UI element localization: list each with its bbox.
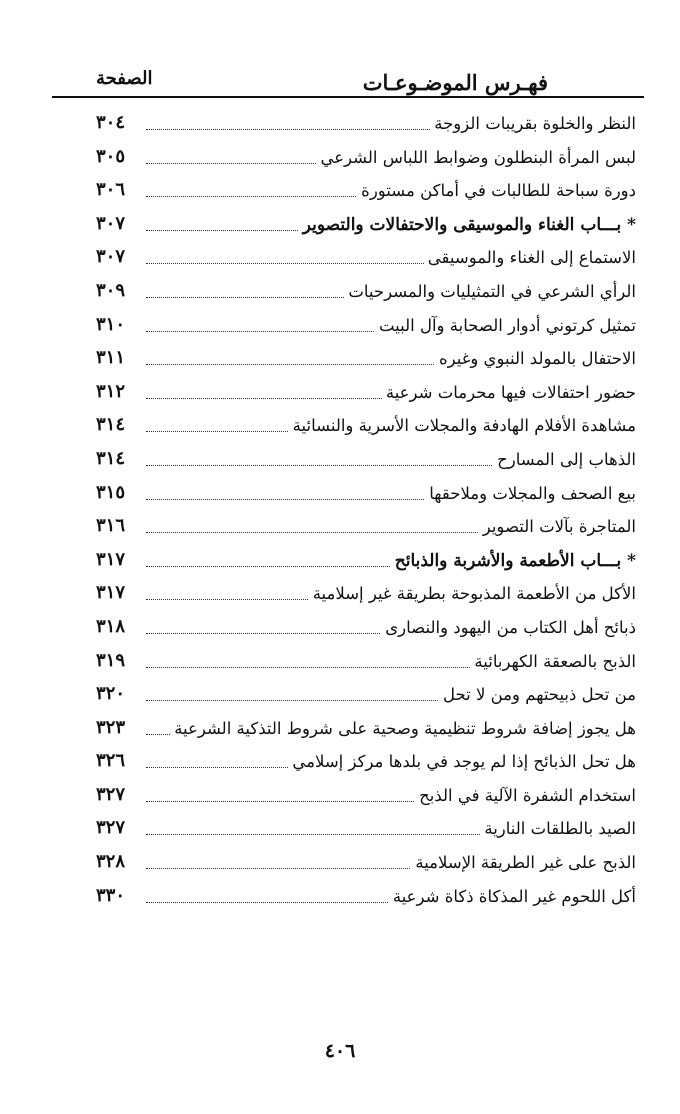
toc-entry-page: ٣١٩ [96, 649, 126, 671]
toc-entry-page: ٣١٠ [96, 313, 126, 335]
toc-entry-page: ٣٠٧ [96, 246, 126, 268]
toc-entry-page: ٣٠٧ [96, 212, 126, 234]
toc-entry [0, 511, 680, 545]
toc-entry-page: ٣٢٧ [96, 817, 126, 839]
toc-entry [0, 343, 680, 377]
toc-entry [0, 444, 680, 478]
toc-entry [0, 175, 680, 209]
toc-entry-title: الأكل من الأطعمة المذبوحة بطريقة غير إسلامية [309, 584, 636, 603]
toc-entry-title: المتاجرة بآلات التصوير [479, 517, 636, 536]
toc-entry-title: الاستماع إلى الغناء والموسيقى [424, 248, 636, 267]
toc-entry [0, 780, 680, 814]
toc-entry-page: ٣٢٧ [96, 783, 126, 805]
toc-entry-title: مشاهدة الأفلام الهادفة والمجلات الأسرية والنسائية [289, 416, 636, 435]
toc-entry-page: ٣١٤ [96, 414, 126, 436]
toc-entry-page: ٣١٥ [96, 481, 126, 503]
toc-entry [0, 746, 680, 780]
toc-entry-title: الرأي الشرعي في التمثيليات والمسرحيات [344, 282, 636, 301]
toc-list [0, 108, 680, 914]
toc-entry [0, 377, 680, 411]
toc-entry-page: ٣١٢ [96, 380, 126, 402]
toc-entry-page: ٣١٦ [96, 515, 126, 537]
toc-entry [0, 310, 680, 344]
toc-entry-title: دورة سباحة للطالبات في أماكن مستورة [357, 181, 636, 200]
toc-entry-title: تمثيل كرتوني أدوار الصحابة وآل البيت [375, 316, 636, 335]
toc-entry [0, 847, 680, 881]
toc-entry-title: هل يجوز إضافة شروط تنظيمية وصحية على شروط التذكية الشرعية [170, 719, 636, 738]
toc-entry-title: بيع الصحف والمجلات وملاحقها [425, 484, 636, 503]
toc-entry-title: ذبائح أهل الكتاب من اليهود والنصارى [381, 618, 636, 637]
toc-entry-title: الصيد بالطلقات النارية [480, 819, 636, 838]
toc-entry-title: لبس المرأة البنطلون وضوابط اللباس الشرعي [316, 148, 636, 167]
toc-section-heading [0, 545, 680, 579]
toc-entry [0, 646, 680, 680]
toc-entry-title: الذهاب إلى المسارح [493, 450, 636, 469]
toc-entry [0, 142, 680, 176]
toc-entry-page: ٣٠٩ [96, 279, 126, 301]
toc-entry-title: * بـــاب الأطعمة والأشربة والذبائح [391, 551, 636, 571]
toc-entry-page: ٣١٨ [96, 615, 126, 637]
toc-entry-title: هل تحل الذبائح إذا لم يوجد في بلدها مركز إسلامي [288, 752, 636, 771]
toc-entry-title: استخدام الشفرة الآلية في الذبح [415, 786, 636, 805]
toc-entry-page: ٣١٧ [96, 548, 126, 570]
toc-section-heading [0, 209, 680, 243]
toc-entry-title: الذبح بالصعقة الكهربائية [470, 652, 636, 671]
toc-entry [0, 410, 680, 444]
toc-entry [0, 578, 680, 612]
toc-entry-title: الاحتفال بالمولد النبوي وغيره [435, 349, 636, 368]
toc-entry [0, 612, 680, 646]
toc-entry [0, 679, 680, 713]
toc-entry [0, 478, 680, 512]
toc-entry-page: ٣٢٨ [96, 851, 126, 873]
page-number: ٤٠٦ [324, 1040, 356, 1062]
toc-entry-title: أكل اللحوم غير المذكاة ذكاة شرعية [389, 887, 636, 906]
toc-entry-page: ٣١٧ [96, 582, 126, 604]
toc-title: فهـرس الموضـوعـات [362, 70, 548, 95]
toc-entry-page: ٣٠٤ [96, 112, 126, 133]
toc-entry-title: من تحل ذبيحتهم ومن لا تحل [439, 685, 636, 704]
toc-entry-page: ٣١١ [96, 347, 126, 369]
toc-entry [0, 108, 680, 142]
toc-entry-page: ٣٢٦ [96, 750, 126, 772]
toc-entry-page: ٣٠٦ [96, 179, 126, 201]
toc-entry-page: ٣٢٠ [96, 683, 126, 705]
toc-entry-page: ٣١٤ [96, 447, 126, 469]
toc-entry [0, 276, 680, 310]
toc-entry-page: ٣٣٠ [96, 884, 126, 906]
toc-entry [0, 242, 680, 276]
toc-entry [0, 881, 680, 915]
toc-entry-title: النظر والخلوة بقريبات الزوجة [430, 114, 636, 133]
toc-entry-page: ٣٠٥ [96, 145, 126, 167]
toc-header [52, 66, 644, 98]
toc-entry [0, 713, 680, 747]
toc-entry-page: ٣٢٣ [96, 716, 126, 738]
toc-entry [0, 813, 680, 847]
toc-entry-title: * بـــاب الغناء والموسيقى والاحتفالات والتصوير [299, 215, 636, 235]
toc-entry-title: الذبح على غير الطريقة الإسلامية [411, 853, 636, 872]
page-column-label: الصفحة [96, 68, 153, 89]
toc-entry-title: حضور احتفالات فيها محرمات شرعية [382, 383, 636, 402]
